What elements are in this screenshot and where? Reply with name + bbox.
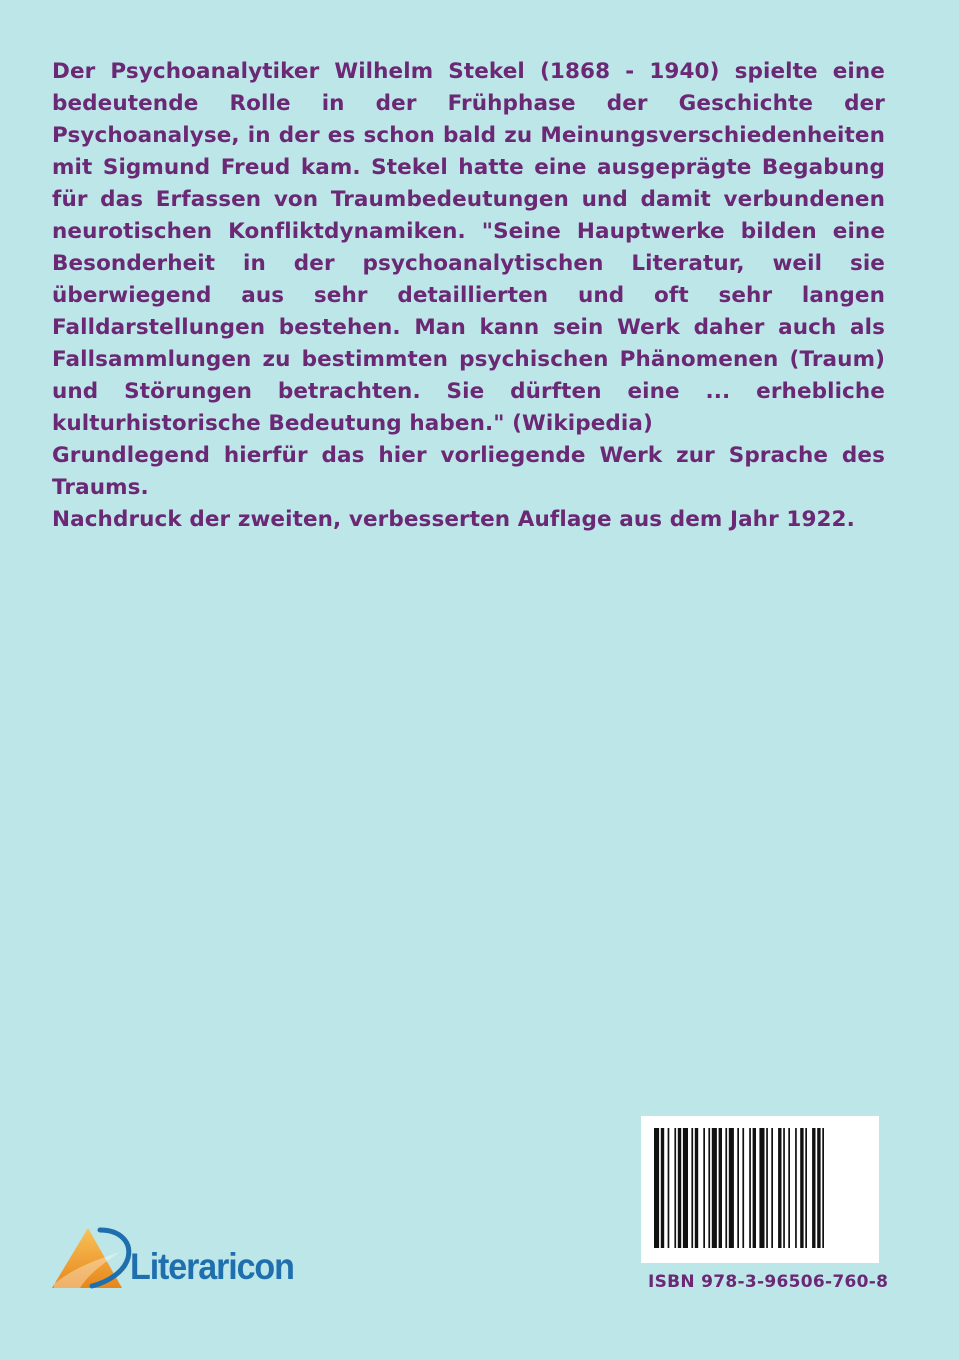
barcode-bar bbox=[712, 1128, 717, 1248]
barcode-bar bbox=[668, 1128, 670, 1248]
barcode-bar bbox=[788, 1128, 790, 1248]
barcode-bar bbox=[759, 1128, 764, 1248]
barcode-bar bbox=[719, 1128, 722, 1248]
barcode-bar bbox=[729, 1128, 734, 1248]
barcode-bar bbox=[778, 1128, 781, 1248]
barcode-bar bbox=[812, 1128, 815, 1248]
barcode-bar bbox=[703, 1128, 705, 1248]
barcode-bar bbox=[822, 1128, 824, 1248]
barcode bbox=[641, 1116, 879, 1263]
publisher-logo bbox=[50, 1224, 310, 1294]
barcode-bar bbox=[753, 1128, 756, 1248]
barcode-bar bbox=[725, 1128, 727, 1248]
barcode-bar bbox=[683, 1128, 688, 1248]
barcode-bar bbox=[737, 1128, 739, 1248]
barcode-bar bbox=[766, 1128, 768, 1248]
barcode-bar bbox=[783, 1128, 785, 1248]
triangle-swoosh-icon bbox=[50, 1224, 134, 1292]
blurb-paragraph-2: Grundlegend hierfür das hier vorliegende Werk zur Sprache des Traums. bbox=[52, 443, 885, 500]
barcode-icon bbox=[654, 1128, 866, 1248]
barcode-bar bbox=[674, 1128, 676, 1248]
back-cover-blurb bbox=[52, 56, 885, 536]
barcode-bar bbox=[708, 1128, 710, 1248]
barcode-bar bbox=[691, 1128, 693, 1248]
blurb-paragraph-3: Nachdruck der zweiten, verbesserten Auflage aus dem Jahr 1922. bbox=[52, 507, 855, 532]
barcode-bar bbox=[678, 1128, 681, 1248]
barcode-bar bbox=[695, 1128, 698, 1248]
publisher-name: Literaricon bbox=[130, 1246, 294, 1287]
barcode-bar bbox=[805, 1128, 807, 1248]
barcode-bar bbox=[800, 1128, 803, 1248]
blurb-paragraph-1: Der Psychoanalytiker Wilhelm Stekel (1868 - 1940) spielte eine bedeutende Rolle in der Frühphase der Geschichte der Psychoanalyse, in der es schon bald zu Meinungsverschiedenheiten mit Sigmund Freud kam. Stekel hatte eine ausgeprägte Begabung für das Erfassen von Traumbedeutungen und damit verbundenen neurotischen Konfliktdynamiken. "Seine Hauptwerke bilden eine Besonderheit in der psychoanalytischen Literatur, weil sie überwiegend aus sehr detaillierten und oft sehr langen Falldarstellungen bestehen. Man kann sein Werk daher auch als Fallsammlungen zu bestimmten psychischen Phänomenen (Traum) und Störungen betrachten. Sie dürften eine ... erhebliche kulturhistorische Bedeutung haben." (Wikipedia) bbox=[52, 59, 885, 436]
barcode-bar bbox=[817, 1128, 820, 1248]
barcode-bar bbox=[742, 1128, 744, 1248]
barcode-bar bbox=[795, 1128, 797, 1248]
barcode-bar bbox=[661, 1128, 664, 1248]
isbn-number: ISBN 978-3-96506-760-8 bbox=[648, 1272, 889, 1292]
barcode-bar bbox=[771, 1128, 773, 1248]
barcode-bar bbox=[749, 1128, 751, 1248]
barcode-bar bbox=[654, 1128, 659, 1248]
